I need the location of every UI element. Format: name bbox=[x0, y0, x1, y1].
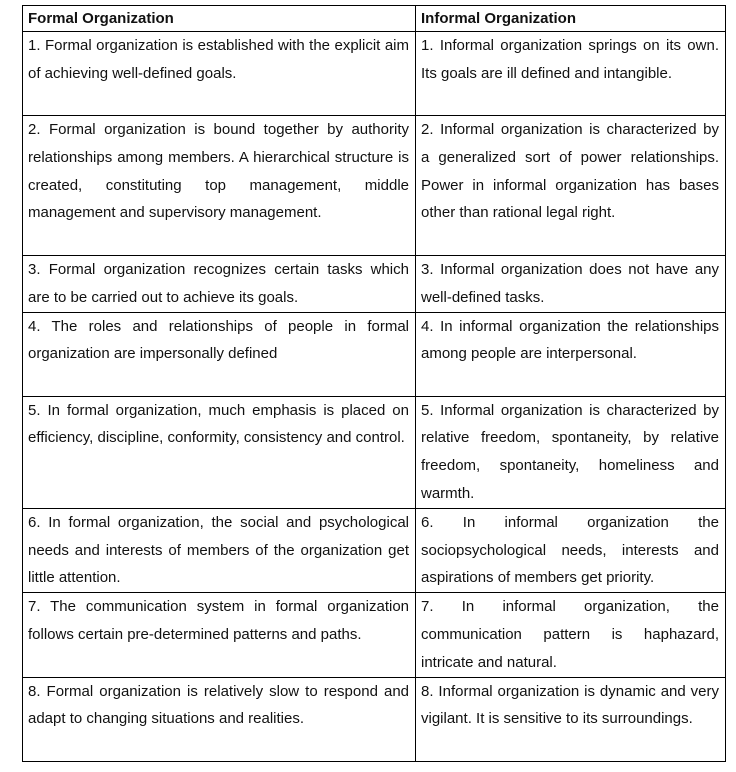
informal-cell: 7. In informal organization, the communication pattern is haphazard, intricate and natural. bbox=[416, 593, 726, 677]
formal-cell: 4. The roles and relationships of people in formal organization are impersonally defined bbox=[23, 312, 416, 396]
formal-cell: 5. In formal organization, much emphasis is placed on efficiency, discipline, conformity, consistency and control. bbox=[23, 396, 416, 508]
table-row bbox=[23, 312, 726, 396]
table-row bbox=[23, 116, 726, 256]
informal-cell: 6. In informal organization the sociopsychological needs, interests and aspirations of members get priority. bbox=[416, 508, 726, 592]
formal-cell: 1. Formal organization is established with the explicit aim of achieving well-defined goals. bbox=[23, 32, 416, 116]
table-row bbox=[23, 256, 726, 313]
table-row bbox=[23, 32, 726, 116]
informal-cell: 1. Informal organization springs on its own. Its goals are ill defined and intangible. bbox=[416, 32, 726, 116]
header-informal: Informal Organization bbox=[416, 6, 726, 32]
formal-cell: 8. Formal organization is relatively slow to respond and adapt to changing situations and realities. bbox=[23, 677, 416, 761]
formal-cell: 6. In formal organization, the social and psychological needs and interests of members of the organization get little attention. bbox=[23, 508, 416, 592]
formal-cell: 3. Formal organization recognizes certain tasks which are to be carried out to achieve its goals. bbox=[23, 256, 416, 313]
header-row bbox=[23, 6, 726, 32]
table-row bbox=[23, 508, 726, 592]
informal-cell: 8. Informal organization is dynamic and very vigilant. It is sensitive to its surroundings. bbox=[416, 677, 726, 761]
formal-cell: 2. Formal organization is bound together by authority relationships among members. A hierarchical structure is created, constituting top management, middle management and supervisory management. bbox=[23, 116, 416, 256]
table-row bbox=[23, 593, 726, 677]
table-row bbox=[23, 677, 726, 761]
informal-cell: 2. Informal organization is characterized by a generalized sort of power relationships. Power in informal organization has bases other than rational legal right. bbox=[416, 116, 726, 256]
comparison-table-container bbox=[22, 5, 725, 762]
formal-cell: 7. The communication system in formal organization follows certain pre-determined patterns and paths. bbox=[23, 593, 416, 677]
header-formal: Formal Organization bbox=[23, 6, 416, 32]
informal-cell: 3. Informal organization does not have any well-defined tasks. bbox=[416, 256, 726, 313]
comparison-table bbox=[22, 5, 726, 762]
informal-cell: 4. In informal organization the relationships among people are interpersonal. bbox=[416, 312, 726, 396]
table-row bbox=[23, 396, 726, 508]
informal-cell: 5. Informal organization is characterized by relative freedom, spontaneity, by relative freedom, spontaneity, homeliness and warmth. bbox=[416, 396, 726, 508]
